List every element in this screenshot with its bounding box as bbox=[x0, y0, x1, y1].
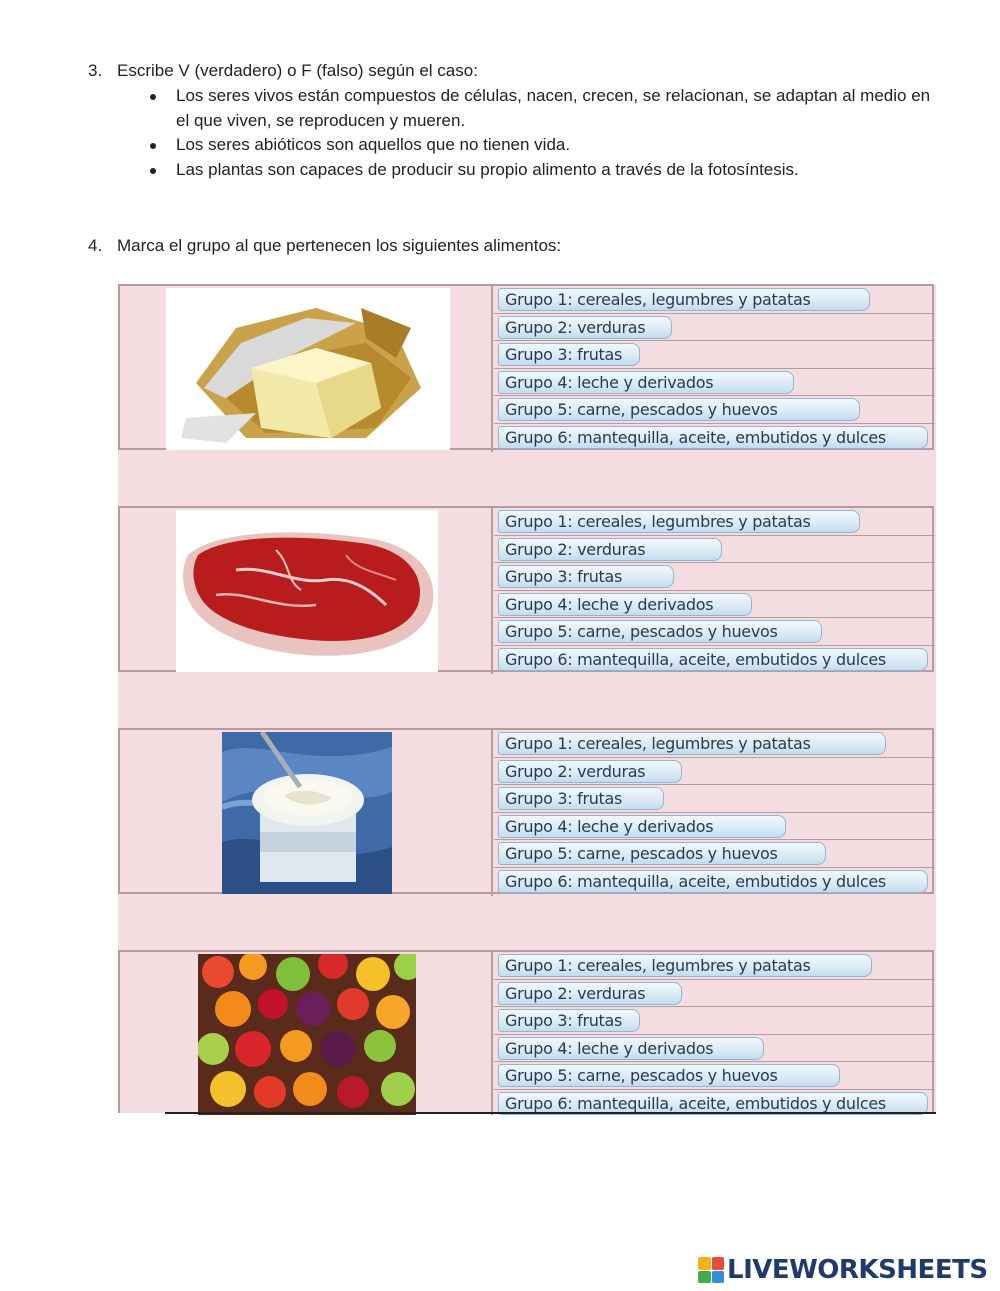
option-row bbox=[494, 730, 935, 758]
food-1-option-group-6[interactable]: Grupo 6: mantequilla, aceite, embutidos y dulces bbox=[498, 426, 928, 449]
food-row-1 bbox=[118, 284, 934, 450]
food-2-option-group-5[interactable]: Grupo 5: carne, pescados y huevos bbox=[498, 620, 822, 643]
question-number: 4. bbox=[88, 236, 103, 255]
food-panel-2 bbox=[118, 506, 936, 728]
logo-text: LIVEWORKSHEETS bbox=[727, 1255, 988, 1285]
food-4-option-group-6[interactable]: Grupo 6: mantequilla, aceite, embutidos y dulces bbox=[498, 1092, 928, 1115]
fruits-image bbox=[198, 954, 416, 1115]
liveworksheets-logo bbox=[698, 1256, 988, 1284]
food-2-option-group-4[interactable]: Grupo 4: leche y derivados bbox=[498, 593, 752, 616]
bottom-rule bbox=[165, 1112, 936, 1114]
food-2-option-group-6[interactable]: Grupo 6: mantequilla, aceite, embutidos y dulces bbox=[498, 648, 928, 671]
option-row bbox=[494, 646, 935, 674]
option-row bbox=[494, 758, 935, 786]
row-divider bbox=[491, 286, 493, 452]
yogurt-image bbox=[222, 732, 392, 894]
statement-3: Las plantas son capaces de producir su propio alimento a través de la fotosíntesis. bbox=[148, 158, 948, 183]
food-3-option-group-4[interactable]: Grupo 4: leche y derivados bbox=[498, 815, 786, 838]
food-3-option-group-6[interactable]: Grupo 6: mantequilla, aceite, embutidos y dulces bbox=[498, 870, 928, 893]
food-3-option-group-1[interactable]: Grupo 1: cereales, legumbres y patatas bbox=[498, 732, 886, 755]
food-row-3 bbox=[118, 728, 934, 894]
food-row-4 bbox=[118, 950, 934, 1113]
food-2-option-group-3[interactable]: Grupo 3: frutas bbox=[498, 565, 674, 588]
option-row bbox=[494, 424, 935, 452]
question-text: Escribe V (verdadero) o F (falso) según el caso: bbox=[117, 61, 478, 80]
food-row-2 bbox=[118, 506, 934, 672]
option-row bbox=[494, 618, 935, 646]
question-4 bbox=[88, 234, 561, 258]
option-row bbox=[494, 563, 935, 591]
option-row bbox=[494, 952, 935, 980]
option-row bbox=[494, 1035, 935, 1063]
food-4-option-group-4[interactable]: Grupo 4: leche y derivados bbox=[498, 1037, 764, 1060]
food-4-option-group-2[interactable]: Grupo 2: verduras bbox=[498, 982, 682, 1005]
option-row bbox=[494, 314, 935, 342]
food-4-option-group-1[interactable]: Grupo 1: cereales, legumbres y patatas bbox=[498, 954, 872, 977]
food-4-option-group-5[interactable]: Grupo 5: carne, pescados y huevos bbox=[498, 1064, 840, 1087]
option-row bbox=[494, 508, 935, 536]
option-row bbox=[494, 369, 935, 397]
row-divider bbox=[491, 952, 493, 1115]
food-1-option-group-2[interactable]: Grupo 2: verduras bbox=[498, 316, 672, 339]
butter-image bbox=[166, 288, 450, 450]
food-2-option-group-2[interactable]: Grupo 2: verduras bbox=[498, 538, 722, 561]
food-1-option-group-3[interactable]: Grupo 3: frutas bbox=[498, 343, 640, 366]
meat-image bbox=[176, 510, 438, 672]
option-row bbox=[494, 813, 935, 841]
option-row bbox=[494, 785, 935, 813]
food-3-option-group-3[interactable]: Grupo 3: frutas bbox=[498, 787, 664, 810]
option-row bbox=[494, 286, 935, 314]
liveworksheets-badge-icon bbox=[698, 1257, 724, 1283]
option-row bbox=[494, 536, 935, 564]
food-4-option-group-3[interactable]: Grupo 3: frutas bbox=[498, 1009, 640, 1032]
option-row bbox=[494, 840, 935, 868]
question-3-statements bbox=[148, 84, 948, 182]
option-row bbox=[494, 868, 935, 896]
food-panel-4 bbox=[118, 950, 936, 1113]
food-3-option-group-2[interactable]: Grupo 2: verduras bbox=[498, 760, 682, 783]
food-1-option-group-4[interactable]: Grupo 4: leche y derivados bbox=[498, 371, 794, 394]
option-row bbox=[494, 341, 935, 369]
food-2-option-group-1[interactable]: Grupo 1: cereales, legumbres y patatas bbox=[498, 510, 860, 533]
option-row bbox=[494, 591, 935, 619]
question-number: 3. bbox=[88, 61, 103, 80]
question-3 bbox=[88, 59, 478, 83]
food-panel-3 bbox=[118, 728, 936, 950]
statement-2: Los seres abióticos son aquellos que no tienen vida. bbox=[148, 133, 948, 158]
food-1-option-group-5[interactable]: Grupo 5: carne, pescados y huevos bbox=[498, 398, 860, 421]
option-row bbox=[494, 1090, 935, 1115]
question-text: Marca el grupo al que pertenecen los siguientes alimentos: bbox=[117, 236, 562, 255]
row-divider bbox=[491, 508, 493, 674]
option-row bbox=[494, 1007, 935, 1035]
option-row bbox=[494, 980, 935, 1008]
food-1-option-group-1[interactable]: Grupo 1: cereales, legumbres y patatas bbox=[498, 288, 870, 311]
option-row bbox=[494, 396, 935, 424]
statement-1: Los seres vivos están compuestos de células, nacen, crecen, se relacionan, se adaptan al medio en el que viven, se reproducen y mueren. bbox=[148, 84, 948, 133]
row-divider bbox=[491, 730, 493, 896]
option-row bbox=[494, 1062, 935, 1090]
food-panel-1 bbox=[118, 284, 936, 506]
food-3-option-group-5[interactable]: Grupo 5: carne, pescados y huevos bbox=[498, 842, 826, 865]
